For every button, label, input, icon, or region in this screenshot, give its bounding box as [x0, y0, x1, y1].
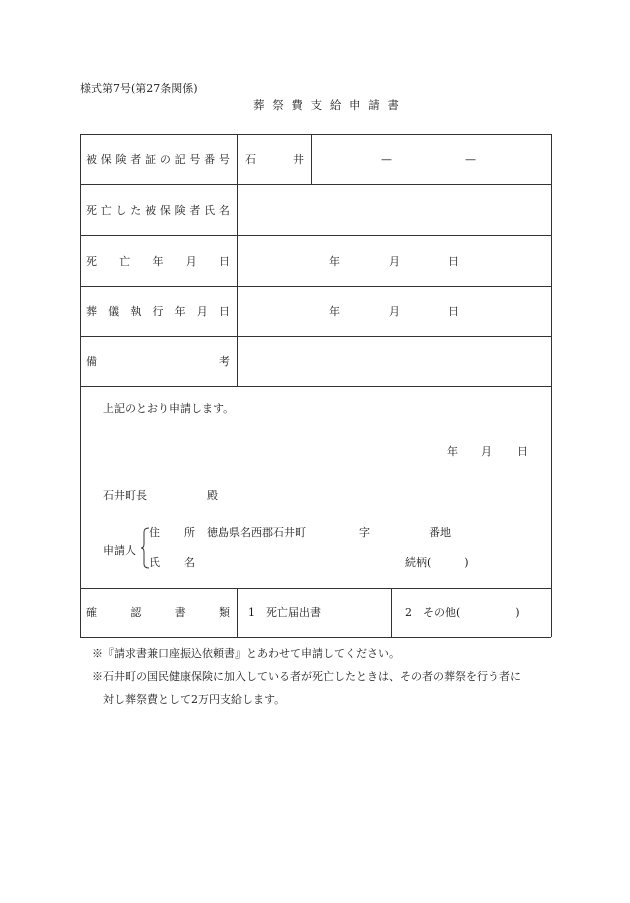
insurance-number-field[interactable] [312, 135, 550, 183]
death-date-label: 死 亡 年 月 日 [86, 255, 230, 268]
remarks-label: 備 考 [86, 355, 230, 368]
deceased-name-field[interactable] [238, 185, 550, 234]
deceased-name-label: 死 亡 し た 被 保 険 者 氏 名 [86, 204, 230, 217]
honorific: 殿 [207, 489, 218, 502]
address-prefix: 徳島県名西郡石井町 [207, 526, 306, 539]
aza-marker: 字 [359, 526, 370, 539]
note-bank-transfer: ※『請求書兼口座振込依頼書』とあわせて申請してください。 [92, 647, 400, 660]
application-date-day: 日 [517, 445, 528, 458]
dash-separator: — [381, 153, 392, 166]
funeral-date-label: 葬 儀 執 行 年 月 日 [86, 305, 230, 318]
address-field[interactable] [312, 522, 472, 542]
applicant-name-field[interactable] [207, 552, 397, 572]
applicant-label: 申請人 [103, 544, 136, 557]
form-title: 葬 祭 費 支 給 申 請 書 [253, 98, 399, 112]
document-option-other[interactable]: 2 その他( ) [405, 606, 520, 619]
documents-label: 確 認 書 類 [86, 606, 230, 619]
mayor-addressee: 石井町長 [103, 489, 147, 502]
year-marker: 年 [329, 305, 340, 318]
year-marker: 年 [329, 255, 340, 268]
month-marker: 月 [389, 305, 400, 318]
note-eligibility-continued: 対し葬祭費として2万円支給します。 [103, 693, 286, 706]
banchi-marker: 番地 [429, 526, 451, 539]
insurance-prefix-1: 石 [245, 153, 256, 166]
month-marker: 月 [389, 255, 400, 268]
insurance-prefix-2: 井 [293, 153, 304, 166]
application-date-field[interactable] [420, 438, 545, 464]
day-marker: 日 [448, 255, 459, 268]
applicant-name-label: 氏 名 [149, 556, 195, 569]
relationship-field[interactable]: 続柄( ) [405, 556, 469, 569]
remarks-field[interactable] [238, 337, 550, 385]
application-statement: 上記のとおり申請します。 [103, 402, 235, 415]
dash-separator: — [465, 153, 476, 166]
day-marker: 日 [448, 305, 459, 318]
form-number: 様式第7号(第27条関係) [80, 82, 198, 95]
insurance-number-label: 被 保 険 者 証 の 記 号 番 号 [86, 153, 230, 166]
application-date-year: 年 [447, 445, 458, 458]
address-label: 住 所 [149, 526, 195, 539]
document-option-death-report[interactable]: 1 死亡届出書 [248, 606, 321, 619]
application-date-month: 月 [481, 445, 492, 458]
note-eligibility: ※石井町の国民健康保険に加入している者が死亡したときは、その者の葬祭を行う者に [92, 670, 521, 683]
